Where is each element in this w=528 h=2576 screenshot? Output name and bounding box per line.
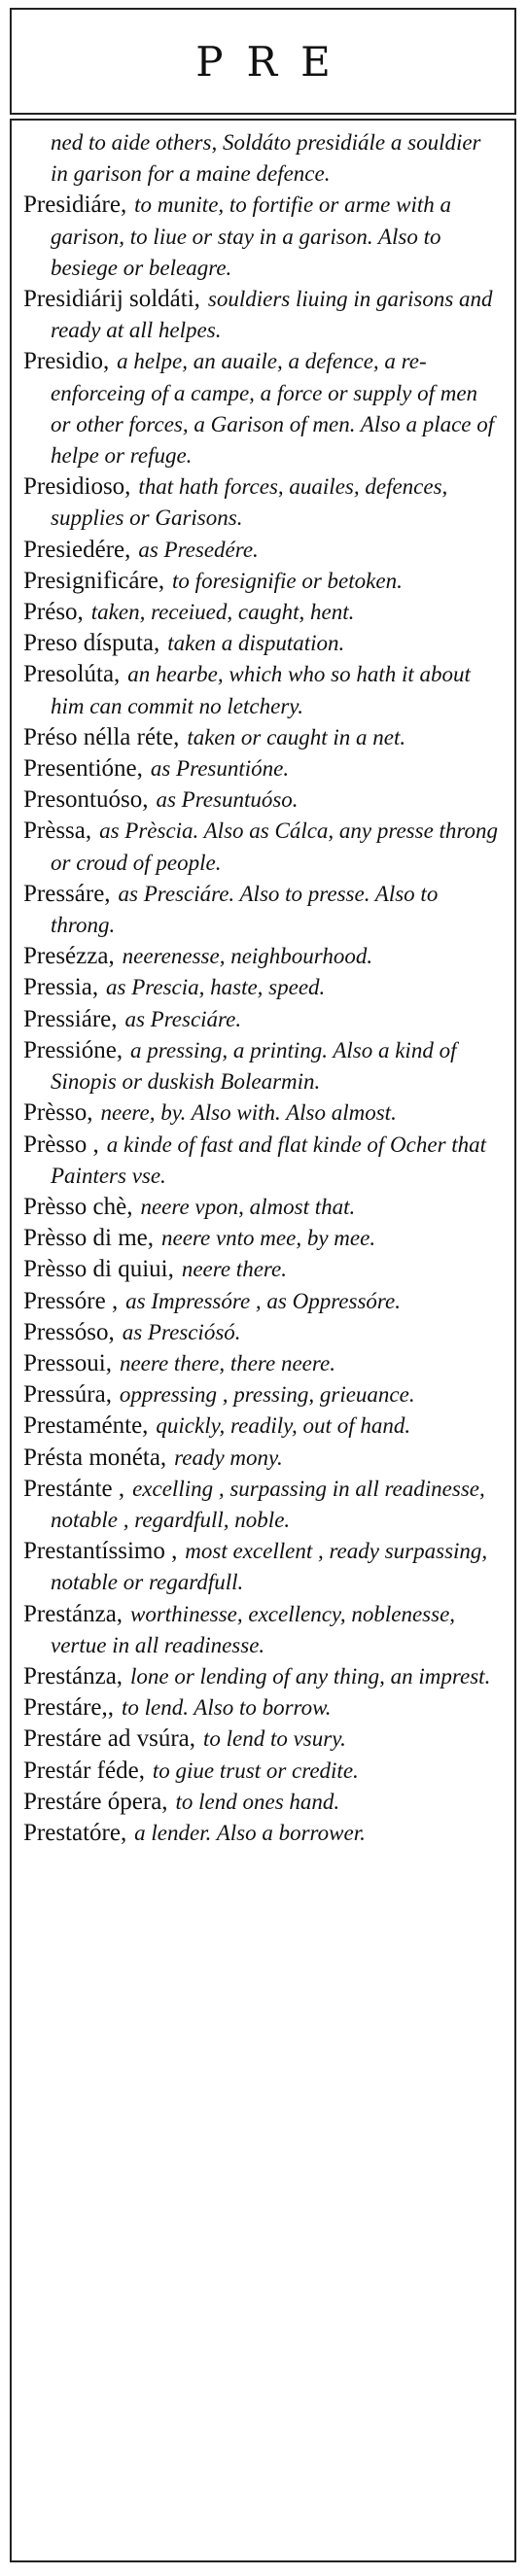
dictionary-entry [23,878,503,940]
dictionary-entry [23,1316,503,1347]
definition: a pressing, a printing. Also a kind of Sinopis or duskish Bolearmin. [51,1037,457,1095]
dictionary-entry [23,1003,503,1034]
dictionary-entry [23,1410,503,1441]
headword: Pressiáre, [23,1005,118,1032]
dictionary-entry [23,1253,503,1284]
definition: as Presciósó. [122,1319,241,1344]
dictionary-entry [23,627,503,658]
headword: Prèsso di quiui, [23,1256,174,1283]
headword: Prestaménte, [23,1412,149,1440]
dictionary-entry [23,470,503,533]
definition: ned to aide others, Soldáto presidiále a souldier in garison for a maine defence. [51,130,481,187]
dictionary-entry [23,126,503,189]
definition: lone or lending of any thing, an imprest. [130,1663,491,1688]
page-header [10,8,516,113]
definition: as Presciáre. [124,1006,242,1031]
headword: Prestáre ad vsúra, [23,1725,196,1753]
definition: taken a disputation. [167,631,345,656]
dictionary-entry [23,1723,503,1754]
dictionary-entry [23,1755,503,1786]
headword: Pressóre , [23,1287,119,1314]
headword: Prestánza, [23,1662,123,1689]
dictionary-entry [23,189,503,283]
definition: to lend. Also to borrow. [121,1695,332,1721]
dictionary-entry [23,1285,503,1316]
headword: Prèsso , [23,1131,99,1158]
headword: Prèsso di me, [23,1225,155,1252]
definition: as Presciáre. Also to presse. Also to throng. [51,881,439,938]
definition: that hath forces, auailes, defences, supplies or Garisons. [51,474,448,531]
headword: Presidio, [23,348,110,375]
page-title: PRE [195,37,354,86]
headword: Prèssa, [23,818,92,845]
headword: Presidioso, [23,473,131,501]
headword: Prestantíssimo , [23,1538,178,1565]
dictionary-column [10,121,516,2562]
headword: Presidiárij soldáti, [23,286,200,313]
dictionary-entry [23,1442,503,1473]
headword: Préso nélla réte, [23,723,180,750]
dictionary-entry [23,1691,503,1723]
definition: neerenesse, neighbourhood. [122,944,373,969]
definition: as Presedére. [138,537,259,562]
dictionary-entry [23,1034,503,1097]
definition: to foresignifie or betoken. [172,568,403,593]
definition: neere, by. Also with. Also almost. [100,1100,397,1126]
definition: as Prèscia. Also as Cálca, any presse throng or croud of people. [51,818,499,875]
definition: a lender. Also a borrower. [134,1820,366,1845]
headword: Prestár féde, [23,1757,145,1784]
dictionary-entry [23,1473,503,1535]
dictionary-entry [23,1660,503,1691]
dictionary-entry [23,283,503,345]
definition: a helpe, an auaile, a defence, a re-enforceing of a campe, a force or supply of men or other forces, a Garison of men. Also a place of helpe or refuge. [51,349,495,469]
dictionary-entry [23,1097,503,1128]
headword: Prèsso, [23,1099,93,1127]
definition: as Prescia, haste, speed. [106,975,326,1000]
headword: Presiedére, [23,536,131,563]
dictionary-entry [23,752,503,783]
dictionary-entry [23,971,503,1002]
headword: Pressia, [23,974,99,1001]
definition: taken, receiued, caught, hent. [90,600,355,625]
headword: Prestánza, [23,1600,123,1627]
definition: an hearbe, which who so hath it about him can commit no letchery. [51,662,471,718]
headword: Pressióne, [23,1036,123,1063]
dictionary-entry [23,1222,503,1253]
definition: to lend to vsury. [202,1726,346,1752]
dictionary-entry [23,940,503,971]
dictionary-entry [23,815,503,877]
definition: to munite, to fortifie or arme with a garison, to liue or stay in a garison. Also to besiege or beleagre. [51,192,452,280]
definition: neere vnto mee, by mee. [160,1226,376,1251]
dictionary-entry [23,1129,503,1191]
headword: Prestánte , [23,1475,125,1502]
headword: Prestáre,, [23,1694,115,1722]
headword: Pressoui, [23,1349,112,1376]
headword: Presézza, [23,943,115,970]
definition: as Presuntuóso. [156,787,299,813]
dictionary-entry [23,1786,503,1817]
dictionary-entry [23,1347,503,1378]
header-rule [10,113,516,121]
headword: Presignificáre, [23,567,165,594]
dictionary-entry [23,658,503,720]
definition: to lend ones hand. [175,1789,340,1814]
headword: Prestáre ópera, [23,1788,168,1815]
definition: taken or caught in a net. [187,724,406,749]
headword: Presontuóso, [23,786,149,814]
dictionary-entry [23,721,503,752]
definition: worthinesse, excellency, noblenesse, vertue in all readinesse. [51,1601,456,1657]
dictionary-entry [23,783,503,815]
headword: Prèsso chè, [23,1193,133,1220]
dictionary-entry [23,345,503,470]
dictionary-entry [23,534,503,565]
headword: Prestatóre, [23,1819,127,1846]
headword: Pressáre, [23,880,111,907]
definition: neere there. [181,1257,287,1282]
definition: ready mony. [174,1445,283,1470]
dictionary-entry [23,1817,503,1848]
headword: Présta monéta, [23,1444,167,1471]
headword: Pressóso, [23,1318,115,1345]
headword: Préso, [23,599,84,626]
definition: excelling , surpassing in all readinesse, notable , regardfull, noble. [51,1476,485,1532]
definition: oppressing , pressing, grieuance. [119,1382,415,1408]
definition: as Impressóre , as Oppressóre. [125,1288,401,1313]
definition: neere there, there neere. [119,1350,335,1375]
definition: a kinde of fast and flat kinde of Ocher that Painters vse. [51,1131,487,1188]
definition: most excellent , ready surpassing, notable or regardfull. [51,1539,488,1595]
dictionary-entry [23,565,503,596]
definition: to giue trust or credite. [152,1758,359,1783]
dictionary-entry [23,1535,503,1597]
dictionary-entry [23,1598,503,1660]
definition: souldiers liuing in garisons and ready at all helpes. [51,287,493,343]
dictionary-entry [23,596,503,627]
headword: Preso dísputa, [23,630,160,657]
headword: Pressúra, [23,1381,112,1409]
dictionary-entry [23,1378,503,1410]
dictionary-page [10,8,516,2564]
headword: Presentióne, [23,755,143,783]
definition: neere vpon, almost that. [140,1194,356,1219]
headword: Presolúta, [23,661,121,688]
definition: as Presuntióne. [150,756,290,782]
dictionary-entry [23,1191,503,1222]
headword: Presidiáre, [23,191,127,219]
definition: quickly, readily, out of hand. [156,1413,411,1439]
